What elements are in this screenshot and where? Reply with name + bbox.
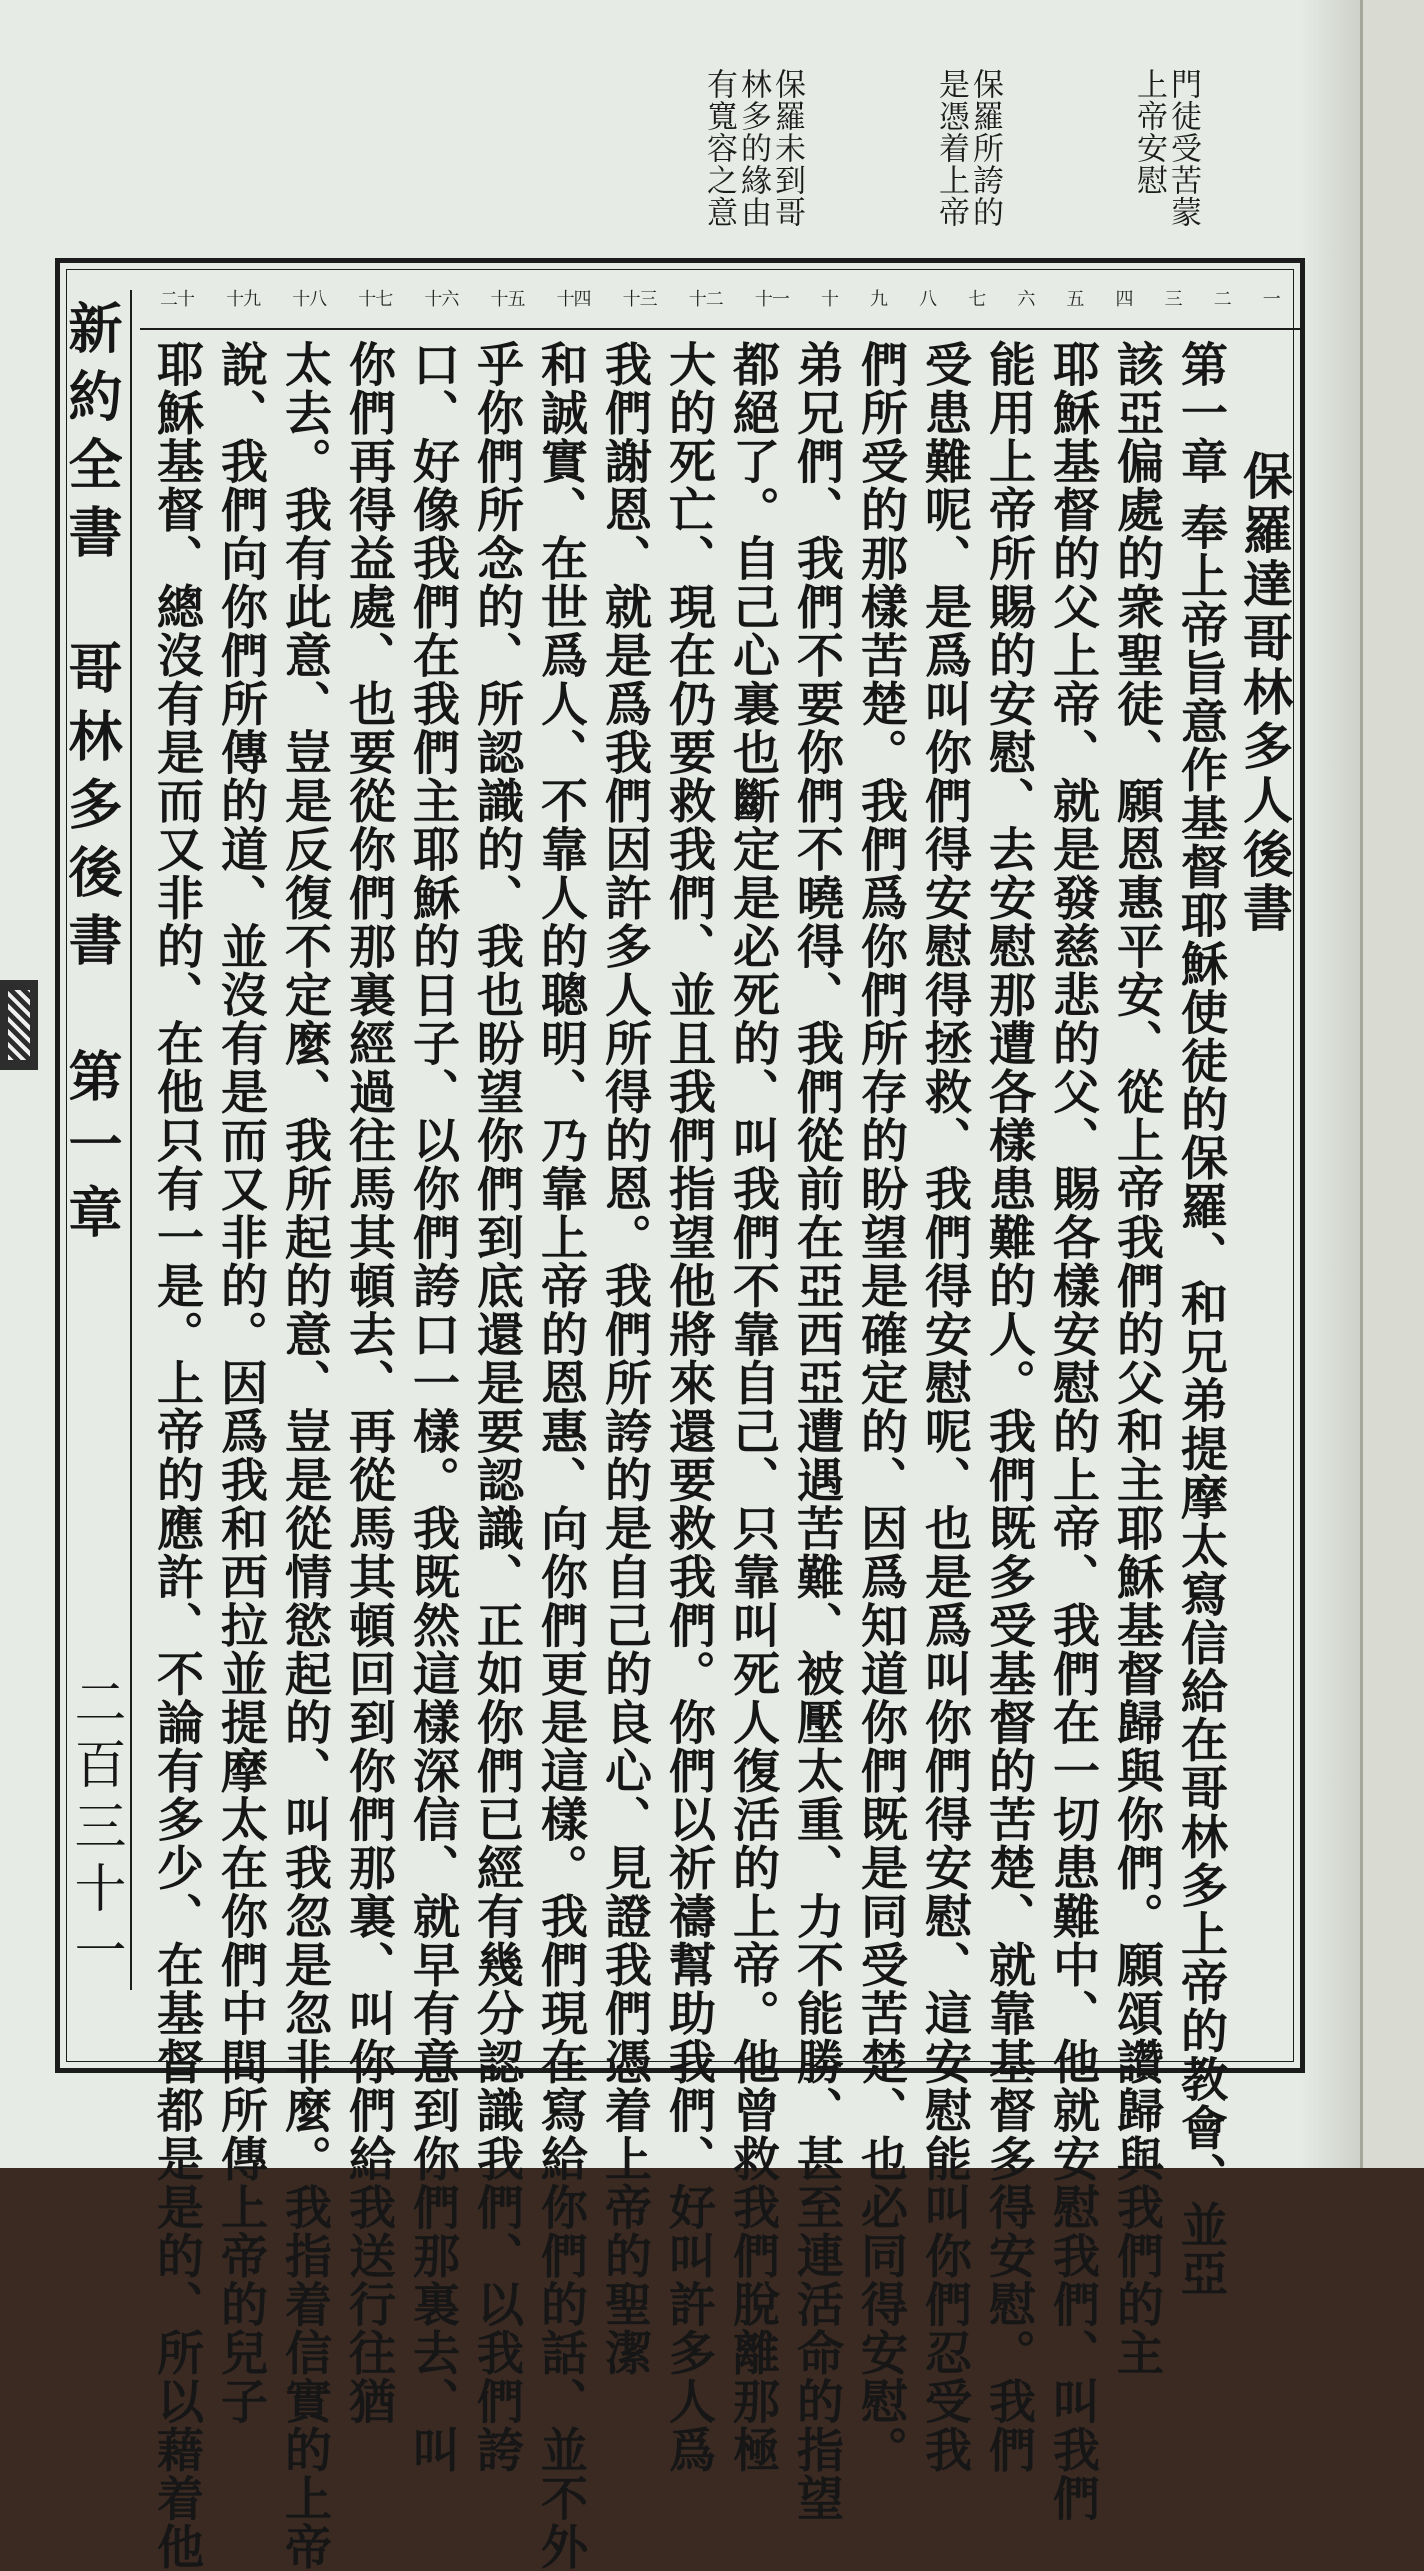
text-column: 第一章 奉上帝旨意作基督耶穌使徒的保羅、和兄弟提摩太寫信給在哥林多上帝的教會、並亞: [1173, 340, 1228, 2298]
text-column: 耶穌基督、總沒有是而又非的、在他只有一是。上帝的應許、不論有多少、在基督都是是的、所以藉着他: [149, 340, 204, 2571]
verse-number: 十一: [754, 289, 789, 310]
verse-number: 五: [1066, 289, 1084, 310]
verse-number: 四: [1115, 289, 1133, 310]
text-column: 都絕了。自己心裏也斷定是必死的、叫我們不靠自己、只靠叫死人復活的上帝。他曾救我們脫離那極: [725, 340, 780, 2474]
verse-number: 十二: [688, 289, 723, 310]
book-title: 保羅達哥林多人後書: [1235, 450, 1294, 936]
verse-number: 十: [820, 289, 838, 310]
verse-number: 十四: [556, 289, 591, 310]
running-head-title: 新約全書 哥林多後書 第一章: [60, 300, 124, 1252]
verse-number: 十七: [358, 289, 393, 310]
text-column: 太去。我有此意、豈是反復不定麼、我所起的意、豈是從情慾起的、叫我忽是忽非麼。我指着信實的上帝: [277, 340, 332, 2571]
text-column: 該亞偏處的衆聖徒、願恩惠平安、從上帝我們的父和主耶穌基督歸與你們。願頌讚歸與我們的主: [1109, 340, 1164, 2377]
margin-note-3: 保羅未到哥 林多的緣由 有寬容之意: [701, 68, 805, 228]
text-column: 和誠實、在世爲人、不靠人的聰明、乃靠上帝的恩惠、向你們更是這樣。我們現在寫給你們的話、並不外: [533, 340, 588, 2571]
text-column: 我們謝恩、就是爲我們因許多人所得的恩。我們所誇的是自己的良心、見證我們憑着上帝的聖潔: [597, 340, 652, 2377]
verse-number: 一: [1262, 289, 1280, 310]
text-column: 弟兄們、我們不要你們不曉得、我們從前在亞西亞遭遇苦難、被壓太重、力不能勝、甚至連活命的指望: [789, 340, 844, 2523]
verse-number: 二: [1213, 289, 1231, 310]
margin-notes: [320, 68, 1200, 258]
text-column: 乎你們所念的、所認識的、我也盼望你們到底還是要認識、正如你們已經有幾分認識我們、以我們誇: [469, 340, 524, 2474]
text-column: 們所受的那樣苦楚。我們爲你們所存的盼望是確定的、因爲知道你們既是同受苦楚、也必同得安慰。: [853, 340, 908, 2474]
verse-number: 十八: [292, 289, 327, 310]
verse-number: 二十: [160, 289, 194, 310]
verse-number: 十九: [226, 289, 261, 310]
text-column: 說、我們向你們所傳的道、並沒有是而又非的。因爲我和西拉並提摩太在你們中間所傳上帝的兒子: [213, 340, 268, 2426]
verse-number: 八: [919, 289, 937, 310]
facing-page-edge: [1360, 0, 1424, 2168]
verse-number: 六: [1017, 289, 1035, 310]
text-column: 耶穌基督的父上帝、就是發慈悲的父、賜各樣安慰的上帝、我們在一切患難中、他就安慰我們、叫我們: [1045, 340, 1100, 2523]
verse-number: 十三: [622, 289, 657, 310]
margin-note-2: 保羅所誇的 是憑着上帝: [933, 68, 1003, 228]
verse-number-row: [140, 268, 1300, 330]
verse-number: 九: [870, 289, 888, 310]
text-column: 口、好像我們在我們主耶穌的日子、以你們誇口一樣。我既然這樣深信、就早有意到你們那裏去、叫: [405, 340, 460, 2474]
text-column: 能用上帝所賜的安慰、去安慰那遭各樣患難的人。我們既多受基督的苦楚、就靠基督多得安慰。我們: [981, 340, 1036, 2474]
running-head: [40, 290, 132, 1990]
page-number: 二百三十一: [65, 1675, 125, 1985]
chapter-thumb-tab: [0, 980, 38, 1070]
text-column: 受患難呢、是爲叫你們得安慰得拯救、我們得安慰呢、也是爲叫你們得安慰、這安慰能叫你們忍受我: [917, 340, 972, 2474]
page-binding-shadow: [1300, 0, 1360, 2168]
body-text: [140, 340, 1300, 2571]
margin-note-1: 門徒受苦蒙 上帝安慰: [1131, 68, 1201, 228]
verse-number: 十五: [490, 289, 525, 310]
verse-number: 七: [968, 289, 986, 310]
text-column: 你們再得益處、也要從你們那裏經過往馬其頓去、再從馬其頓回到你們那裏、叫你們給我送行往猶: [341, 340, 396, 2426]
verse-number: 十六: [424, 289, 459, 310]
verse-number: 三: [1164, 289, 1182, 310]
text-column: 大的死亡、現在仍要救我們、並且我們指望他將來還要救我們。你們以祈禱幫助我們、好叫許多人爲: [661, 340, 716, 2474]
